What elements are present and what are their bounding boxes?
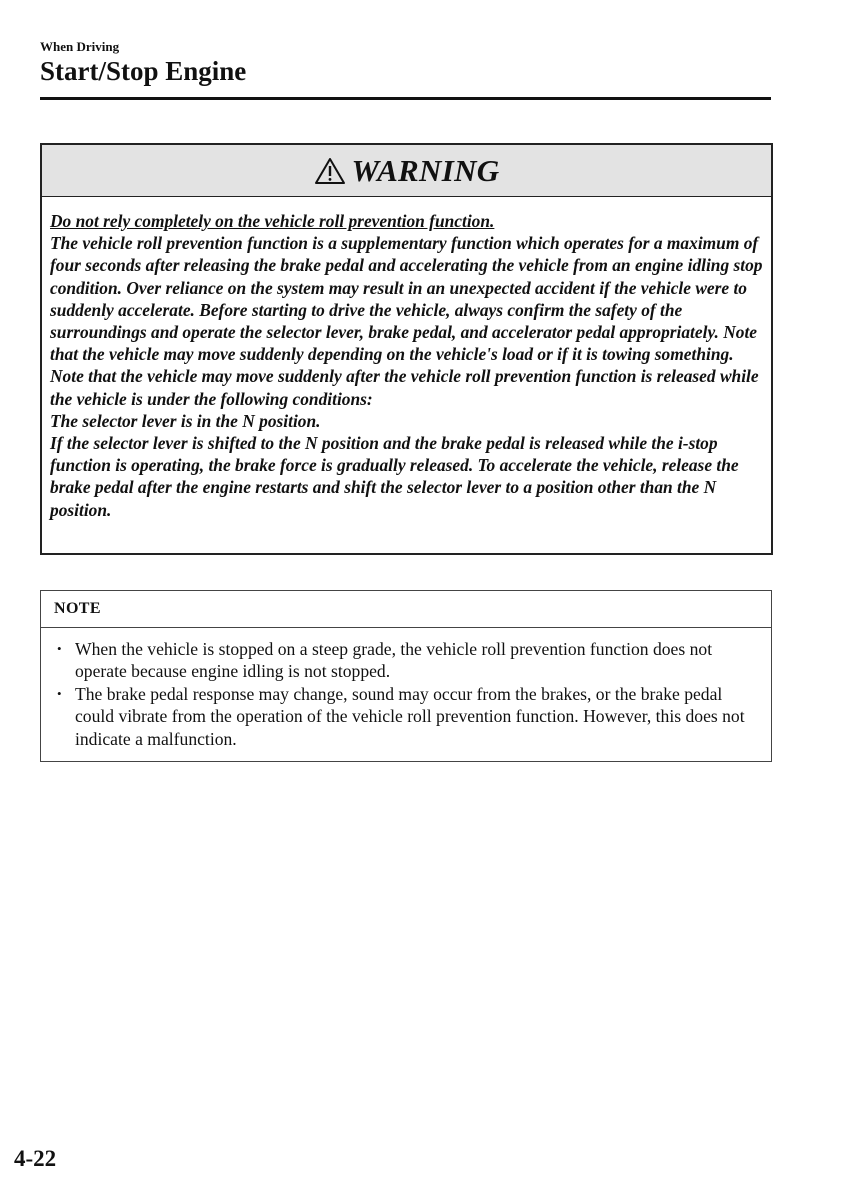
bullet-icon: • bbox=[57, 641, 62, 656]
note-box bbox=[40, 590, 772, 762]
page-title: Start/Stop Engine bbox=[40, 56, 247, 86]
note-list-item bbox=[57, 683, 761, 750]
warning-paragraph: If the selector lever is shifted to the N position and the brake pedal is released while the i-stop function is operating, the brake force is gradually released. To accelerate the vehicle, release the brake pedal after the engine restarts and shift the selector lever to a position other than the N position. bbox=[50, 433, 739, 520]
warning-box bbox=[40, 143, 773, 555]
note-item-text: When the vehicle is stopped on a steep grade, the vehicle roll prevention function does not operate because engine idling is not stopped. bbox=[75, 639, 713, 682]
note-list-item bbox=[57, 638, 761, 683]
note-title: NOTE bbox=[41, 591, 771, 628]
page-number: 4-22 bbox=[14, 1146, 57, 1171]
note-item-text: The brake pedal response may change, sound may occur from the brakes, or the brake pedal could vibrate from the operation of the vehicle roll prevention function. However, this does not indicate a malfunction. bbox=[75, 683, 745, 749]
warning-paragraph: Note that the vehicle may move suddenly after the vehicle roll prevention function is released while the vehicle is under the following conditions: bbox=[50, 366, 759, 409]
warning-title: WARNING bbox=[351, 152, 500, 188]
warning-header bbox=[42, 145, 771, 197]
warning-paragraph: The vehicle roll prevention function is a supplementary function which operates for a maximum of four seconds after releasing the brake pedal and accelerating the vehicle from an engine idling stop condition. Over reliance on the system may result in an unexpected accident if the vehicle were to suddenly accelerate. Before starting to drive the vehicle, always confirm the safety of the surroundings and operate the selector lever, brake pedal, and accelerator pedal appropriately. Note that the vehicle may move suddenly depending on the vehicle's load or if it is towing something. bbox=[50, 233, 763, 365]
warning-paragraph: The selector lever is in the N position. bbox=[50, 410, 321, 431]
warning-body bbox=[42, 197, 771, 521]
section-heading: When Driving bbox=[40, 39, 120, 54]
warning-lead: Do not rely completely on the vehicle roll prevention function. bbox=[50, 211, 495, 231]
title-rule bbox=[40, 97, 771, 100]
bullet-icon: • bbox=[57, 685, 62, 701]
note-body bbox=[41, 628, 771, 750]
warning-triangle-icon bbox=[314, 157, 346, 185]
